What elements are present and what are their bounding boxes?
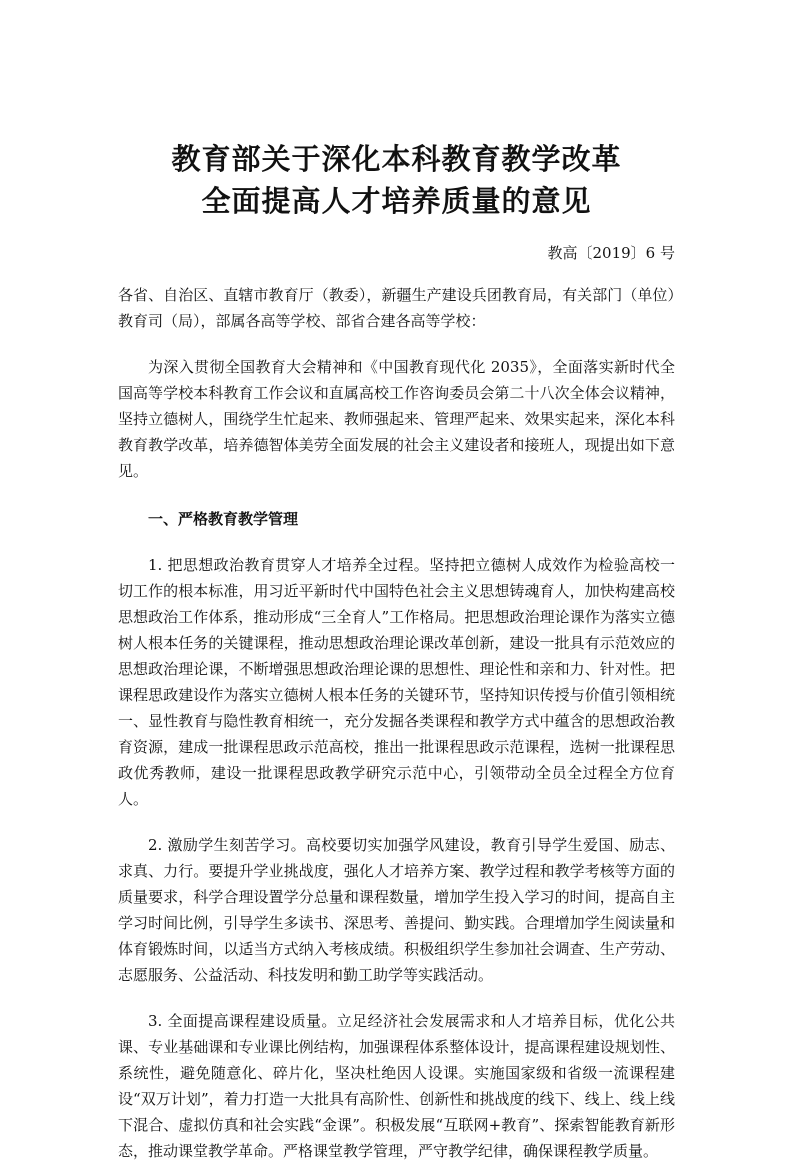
- list-item: 2. 激励学生刻苦学习。高校要切实加强学风建设，教育引导学生爱国、励志、求真、力行。要提升学业挑战度，强化人才培养方案、教学过程和教学考核等方面的质量要求，科学合理设置学分总量和课程数量，增加学生投入学习的时间，提高自主学习时间比例，引导学生多读书、深思考、善提问、勤实践。合理增加学生阅读量和体育锻炼时间，以适当方式纳入考核成绩。积极组织学生参加社会调查、生产劳动、志愿服务、公益活动、科技发明和勤工助学等实践活动。: [118, 836, 675, 984]
- document-number: 教高〔2019〕6 号: [547, 244, 675, 262]
- title-line-2: 全面提高人才培养质量的意见: [201, 184, 592, 218]
- addressee: 各省、自治区、直辖市教育厅（教委），新疆生产建设兵团教育局，有关部门（单位）教育司（局），部属各高等学校、部省合建各高等学校：: [118, 286, 675, 330]
- document-title: [118, 138, 675, 222]
- title-line-1: 教育部关于深化本科教育教学改革: [171, 142, 622, 176]
- intro-paragraph: 为深入贯彻全国教育大会精神和《中国教育现代化 2035》，全面落实新时代全国高等学校本科教育工作会议和直属高校工作咨询委员会第二十八次全体会议精神，坚持立德树人，围绕学生忙起来、教师强起来、管理严起来、效果实起来，深化本科教育教学改革，培养德智体美劳全面发展的社会主义建设者和接班人，现提出如下意见。: [118, 358, 675, 480]
- list-item: 1. 把思想政治教育贯穿人才培养全过程。坚持把立德树人成效作为检验高校一切工作的根本标准，用习近平新时代中国特色社会主义思想铸魂育人，加快构建高校思想政治工作体系，推动形成“三全育人”工作格局。把思想政治理论课作为落实立德树人根本任务的关键课程，推动思想政治理论课改革创新，建设一批具有示范效应的思想政治理论课，不断增强思想政治理论课的思想性、理论性和亲和力、针对性。把课程思政建设作为落实立德树人根本任务的关键环节，坚持知识传授与价值引领相统一、显性教育与隐性教育相统一，充分发掘各类课程和教学方式中蕴含的思想政治教育资源，建成一批课程思政示范高校，推出一批课程思政示范课程，选树一批课程思政优秀教师，建设一批课程思政教学研究示范中心，引领带动全员全过程全方位育人。: [118, 556, 675, 808]
- list-item: 3. 全面提高课程建设质量。立足经济社会发展需求和人才培养目标，优化公共课、专业基础课和专业课比例结构，加强课程体系整体设计，提高课程建设规划性、系统性，避免随意化、碎片化，坚决杜绝因人设课。实施国家级和省级一流课程建设“双万计划”，着力打造一大批具有高阶性、创新性和挑战度的线下、线上、线上线下混合、虚拟仿真和社会实践“金课”。积极发展“互联网+教育”、探索智能教育新形态，推动课堂教学革命。严格课堂教学管理，严守教学纪律，确保课程教学质量。: [118, 1012, 675, 1160]
- section-heading: 一、严格教育教学管理: [148, 510, 299, 528]
